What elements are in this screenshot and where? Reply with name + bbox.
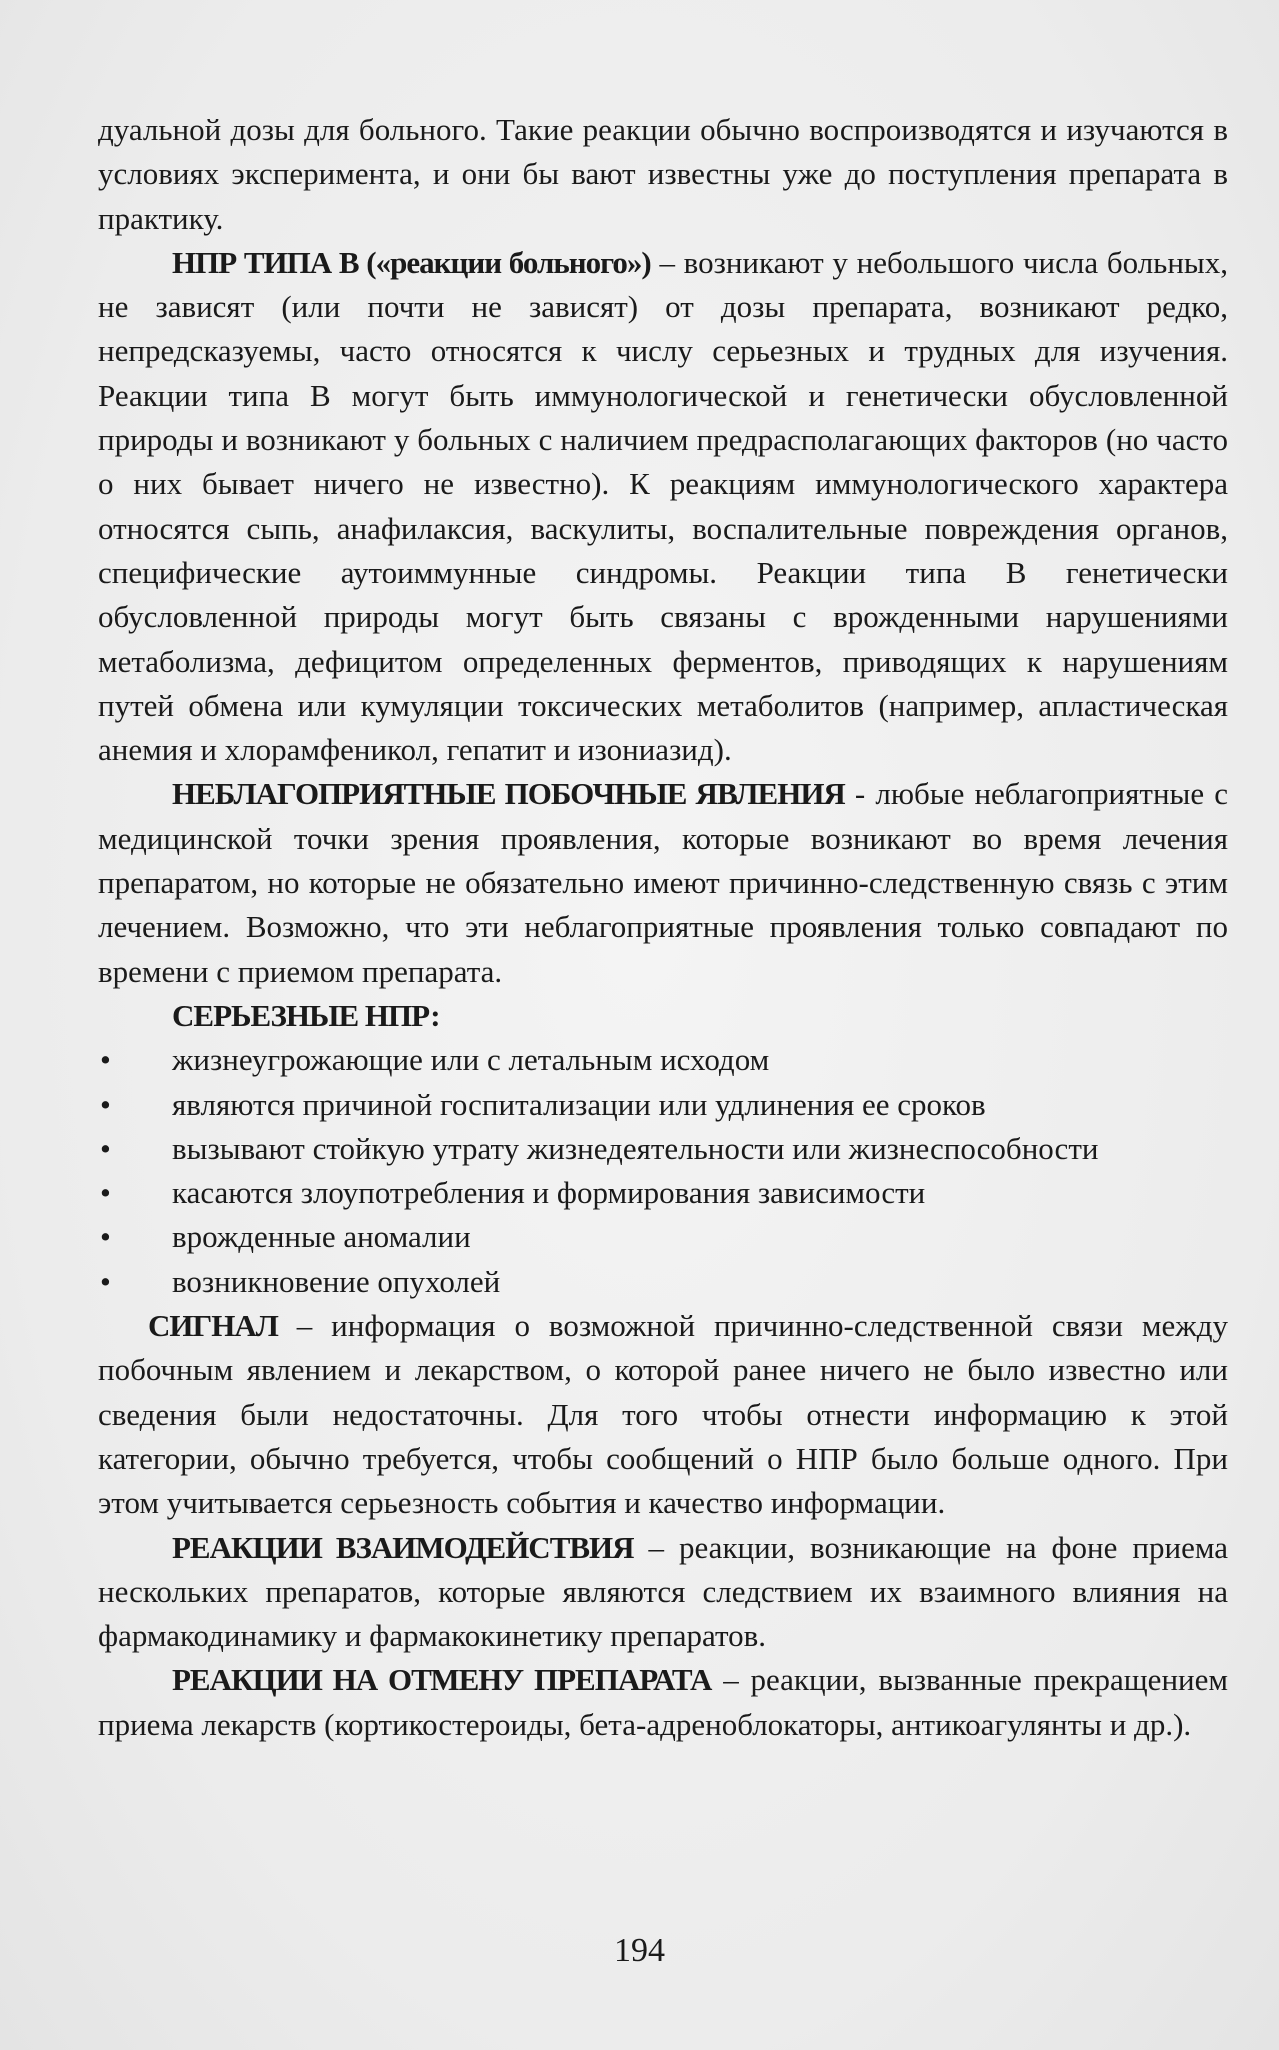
term-interactions: РЕАКЦИИ ВЗАИМОДЕЙСТВИЯ xyxy=(172,1529,634,1565)
list-item-text: возникновение опухолей xyxy=(172,1263,501,1299)
list-item-text: врожденные аномалии xyxy=(172,1219,471,1255)
list-item-text: вызывают стойкую утрату жизнедеятельности или жизнеспособности xyxy=(172,1130,1099,1166)
definition-interactions: – реакции, возникающие на фоне приема нескольких препаратов, которые являются следствием их взаимного влияния на фармакодинамику и фармакокинетику препаратов. xyxy=(98,1529,1228,1654)
list-item xyxy=(98,1083,1228,1127)
bullet-icon: • xyxy=(100,1263,111,1299)
list-item-text: являются причиной госпитализации или удлинения ее сроков xyxy=(172,1086,986,1122)
bullet-icon: • xyxy=(100,1130,111,1166)
term-adverse-events: НЕБЛАГОПРИЯТНЫЕ ПОБОЧНЫЕ ЯВЛЕНИЯ xyxy=(172,776,845,812)
term-type-b: НПР ТИПА В («реакции больного») xyxy=(172,244,651,280)
page-text xyxy=(98,108,1228,1747)
list-item-text: касаются злоупотребления и формирования зависимости xyxy=(172,1175,926,1211)
bullet-icon: • xyxy=(100,1219,111,1255)
definition-type-b: – возникают у небольшого числа больных, не зависят (или почти не зависят) от дозы препарата, возникают редко, непредсказуемы, часто относятся к числу серьезных и трудных для изучения. Реакции типа В могут быть иммунологической и генетически обусловленной природы и возникают у больных с наличием предрасполагающих факторов (но часто о них бывает ничего не известно). К реакциям иммунологического характера относятся сыпь, анафилаксия, васкулиты, воспалительные повреждения органов, специфические аутоиммунные синдромы. Реакции типа В генетически обусловленной природы могут быть связаны с врожденными нарушениями метаболизма, дефицитом определенных ферментов, приводящих к нарушениям путей обмена или кумуляции токсических метаболитов (например, апластическая анемия и хлорамфеникол, гепатит и изониазид). xyxy=(98,244,1228,768)
paragraph-interactions xyxy=(98,1526,1228,1659)
definition-withdrawal: – реакции, вызванные прекращением приема лекарств (кортикостероиды, бета-адреноблокаторы, антикоагулянты и др.). xyxy=(98,1662,1228,1742)
paragraph-signal xyxy=(98,1304,1228,1525)
page-number: 194 xyxy=(614,1932,665,1969)
term-withdrawal: РЕАКЦИИ НА ОТМЕНУ ПРЕПАРАТА xyxy=(172,1662,712,1698)
list-item xyxy=(98,1127,1228,1171)
definition-adverse-events: - любые неблагоприятные с медицинской точки зрения проявления, которые возникают во время лечения препаратом, но которые не обязательно имеют причинно-следственную связь с этим лечением. Возможно, что эти неблагоприятные проявления только совпадают по времени с приемом препарата. xyxy=(98,776,1228,989)
bullet-icon: • xyxy=(100,1086,111,1122)
paragraph-serious-adr xyxy=(98,994,1228,1038)
bullet-icon: • xyxy=(100,1042,111,1078)
definition-signal: – информация о возможной причинно-следственной связи между побочным явлением и лекарством, о которой ранее ничего не было известно или сведения были недостаточны. Для того чтобы отнести информацию к этой категории, обычно требуется, чтобы сообщений о НПР было больше одного. При этом учитывается серьезность события и качество информации. xyxy=(98,1308,1228,1521)
paragraph-adverse-events xyxy=(98,772,1228,993)
term-signal: СИГНАЛ xyxy=(148,1308,278,1344)
list-item xyxy=(98,1215,1228,1259)
list-item-text: жизнеугрожающие или с летальным исходом xyxy=(172,1042,770,1078)
paragraph-type-b xyxy=(98,241,1228,773)
serious-adr-list xyxy=(98,1038,1228,1304)
bullet-icon: • xyxy=(100,1175,111,1211)
paragraph-type-a-end: дуальной дозы для больного. Такие реакции обычно воспроизводятся и изучаются в условиях эксперимента, и они бы вают известны уже до поступления препарата в практику. xyxy=(98,112,1228,236)
list-item xyxy=(98,1260,1228,1304)
list-item xyxy=(98,1171,1228,1215)
term-serious-adr: СЕРЬЕЗНЫЕ НПР: xyxy=(172,997,440,1033)
paragraph-withdrawal xyxy=(98,1658,1228,1747)
list-item xyxy=(98,1038,1228,1082)
